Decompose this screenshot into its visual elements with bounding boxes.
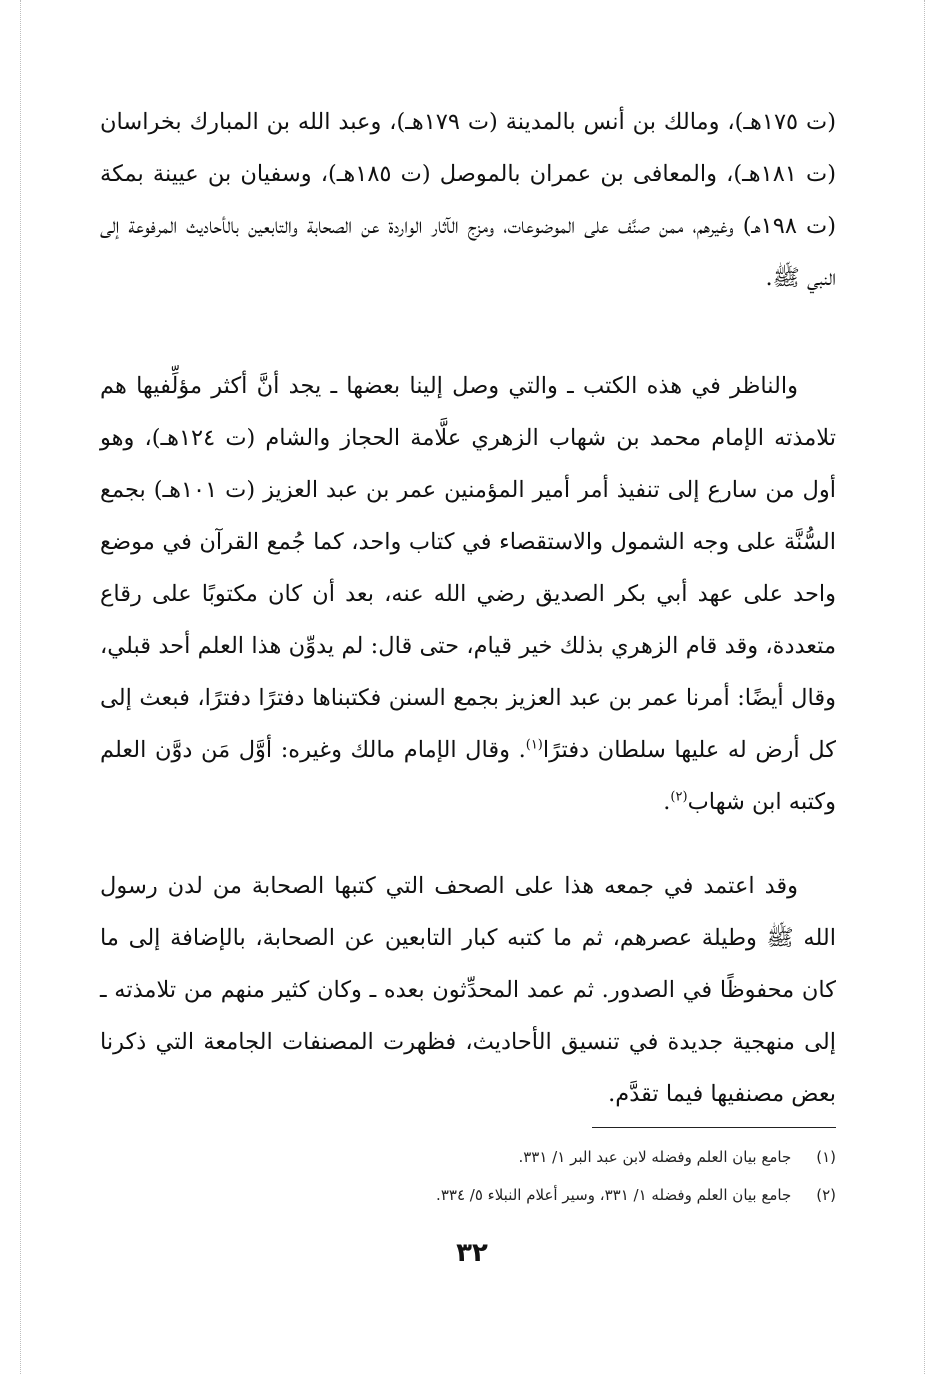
footnote-2 xyxy=(100,1176,836,1214)
paragraph-3 xyxy=(100,860,836,1120)
paragraph-3-text: وقد اعتمد في جمعه هذا على الصحف التي كتبها الصحابة من لدن رسول الله ﷺ وطيلة عصرهم، ثم ما كتبه كبار التابعين عن الصحابة، بالإضافة إلى ما كان محفوظًا في الصدور. ثم عمد المحدِّثون بعده ـ وكان كثير منهم من تلامذته ـ إلى منهجية جديدة في تنسيق الأحاديث، فظهرت المصنفات الجامعة التي ذكرنا بعض مصنفيها فيما تقدَّم. xyxy=(100,873,836,1107)
page-number: ٣٢ xyxy=(456,1238,488,1268)
footnote-1 xyxy=(100,1138,836,1176)
footnote-ref-1: (١) xyxy=(525,737,543,753)
footnote-text: جامع بيان العلم وفضله لابن عبد البر ١/ ٣٣١. xyxy=(518,1148,792,1166)
scan-edge-right xyxy=(924,0,925,1374)
footnote-separator xyxy=(592,1127,836,1128)
footnote-number: (٢) xyxy=(816,1186,836,1204)
paragraph-2-end: . xyxy=(663,789,671,815)
paragraph-1 xyxy=(100,96,836,304)
footnotes xyxy=(100,1138,836,1214)
footnote-text: جامع بيان العلم وفضله ١/ ٣٣١، وسير أعلام النبلاء ٥/ ٣٣٤. xyxy=(436,1186,792,1204)
footnote-ref-2: (٢) xyxy=(670,789,688,805)
paragraph-1-text: (ت ١٧٥هـ)، ومالك بن أنس بالمدينة (ت ١٧٩هـ)، وعبد الله بن المبارك بخراسان (ت ١٨١هـ)، والمعافى بن عمران بالموصل (ت ١٨٥هـ)، وسفيان بن عيينة بمكة (ت ١٩٨هـ) وغيرهم، ممن صنَّف على الموضوعات، ومزج الآثار الواردة عن الصحابة والتابعين بالأحاديث المرفوعة إلى النبي ﷺ. xyxy=(100,109,836,291)
paragraph-2-continued: . وقال الإمام مالك وغيره: أوَّل مَن دوَّن العلم وكتبه ابن شهاب xyxy=(100,737,836,815)
paragraph-2 xyxy=(100,360,836,828)
footnote-number: (١) xyxy=(816,1148,836,1166)
scan-edge-left xyxy=(20,0,21,1374)
paragraph-2-text: والناظر في هذه الكتب ـ والتي وصل إلينا بعضها ـ يجد أنَّ أكثر مؤلِّفيها هم تلامذته الإمام محمد بن شهاب الزهري علَّامة الحجاز والشام (ت ١٢٤هـ)، وهو أول من سارع إلى تنفيذ أمر أمير المؤمنين عمر بن عبد العزيز (ت ١٠١هـ) بجمع السُّنَّة على وجه الشمول والاستقصاء في كتاب واحد، كما جُمع القرآن في موضع واحد على عهد أبي بكر الصديق رضي الله عنه، بعد أن كان مكتوبًا على رقاع متعددة، وقد قام الزهري بذلك خير قيام، حتى قال: لم يدوِّن هذا العلم أحد قبلي، وقال أيضًا: أمرنا عمر بن عبد العزيز بجمع السنن فكتبناها دفترًا دفترًا، فبعث إلى كل أرض له عليها سلطان دفترًا xyxy=(100,373,837,763)
